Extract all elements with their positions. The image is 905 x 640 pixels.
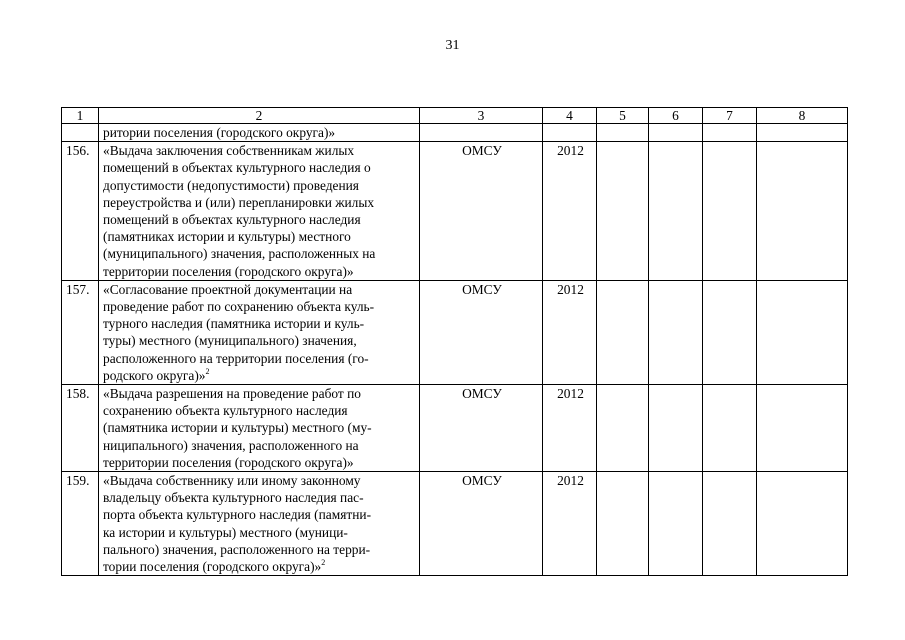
col8-cell <box>757 280 848 384</box>
service-name-text: «Выдача разрешения на проведение работ по сохранению объекта культурного наследия (памятника истории и культуры) местного (му- ниципального) значения, расположенного на территории поселения (городского округа)» <box>103 386 372 470</box>
col5-cell <box>597 280 649 384</box>
col8-cell <box>757 142 848 281</box>
service-name-text: «Согласование проектной документации на проведение работ по сохранению объекта куль- турного наследия (памятника истории и куль- туры) местного (муниципального) значения, расположенного на территории поселения (го- родского округа)» <box>103 281 375 383</box>
col8-cell <box>757 385 848 472</box>
table-row <box>62 280 848 384</box>
col6-cell <box>649 385 703 472</box>
col7-cell <box>703 124 757 142</box>
row-number-cell: 159. <box>62 472 99 576</box>
col7-cell <box>703 385 757 472</box>
footnote-marker: 2 <box>205 366 210 376</box>
year-cell <box>543 124 597 142</box>
page-number: 31 <box>445 38 460 53</box>
header-cell-7: 7 <box>703 108 757 124</box>
header-row <box>62 108 848 124</box>
col5-cell <box>597 385 649 472</box>
col7-cell <box>703 280 757 384</box>
col6-cell <box>649 472 703 576</box>
executor-cell: ОМСУ <box>420 385 543 472</box>
row-number-cell: 157. <box>62 280 99 384</box>
document-table <box>61 107 848 576</box>
service-name-cell <box>99 472 420 576</box>
service-name-cell <box>99 280 420 384</box>
col7-cell <box>703 472 757 576</box>
row-number-cell: 158. <box>62 385 99 472</box>
table-body <box>62 108 848 576</box>
year-cell: 2012 <box>543 142 597 281</box>
header-cell-1: 1 <box>62 108 99 124</box>
executor-cell: ОМСУ <box>420 142 543 281</box>
executor-cell: ОМСУ <box>420 280 543 384</box>
col5-cell <box>597 142 649 281</box>
service-name-text: «Выдача собственнику или иному законному владельцу объекта культурного наследия пас- порта объекта культурного наследия (памятни- ка истории и культуры) местного (муници- пального) значения, расположенного на терри- тории поселения (городского округа)» <box>103 473 372 575</box>
service-name-cell <box>99 142 420 281</box>
col5-cell <box>597 124 649 142</box>
year-cell: 2012 <box>543 385 597 472</box>
service-name-cell <box>99 385 420 472</box>
footnote-marker: 2 <box>321 558 326 568</box>
table-row <box>62 385 848 472</box>
header-cell-2: 2 <box>99 108 420 124</box>
header-cell-5: 5 <box>597 108 649 124</box>
col6-cell <box>649 124 703 142</box>
col8-cell <box>757 472 848 576</box>
col8-cell <box>757 124 848 142</box>
table-row <box>62 124 848 142</box>
row-number-cell: 156. <box>62 142 99 281</box>
header-cell-4: 4 <box>543 108 597 124</box>
service-name-cell <box>99 124 420 142</box>
service-name-text: «Выдача заключения собственникам жилых помещений в объектах культурного наследия о допустимости (недопустимости) проведения переустройства и (или) перепланировки жилых помещений в объектах культурного наследия (памятниках истории и культуры) местного (муниципального) значения, расположенных на территории поселения (городского округа)» <box>103 143 376 279</box>
year-cell: 2012 <box>543 280 597 384</box>
executor-cell <box>420 124 543 142</box>
col6-cell <box>649 142 703 281</box>
service-name-text: ритории поселения (городского округа)» <box>103 125 336 140</box>
row-number-cell <box>62 124 99 142</box>
col5-cell <box>597 472 649 576</box>
header-cell-8: 8 <box>757 108 848 124</box>
header-cell-6: 6 <box>649 108 703 124</box>
col6-cell <box>649 280 703 384</box>
header-cell-3: 3 <box>420 108 543 124</box>
table-row <box>62 142 848 281</box>
table-row <box>62 472 848 576</box>
year-cell: 2012 <box>543 472 597 576</box>
col7-cell <box>703 142 757 281</box>
executor-cell: ОМСУ <box>420 472 543 576</box>
